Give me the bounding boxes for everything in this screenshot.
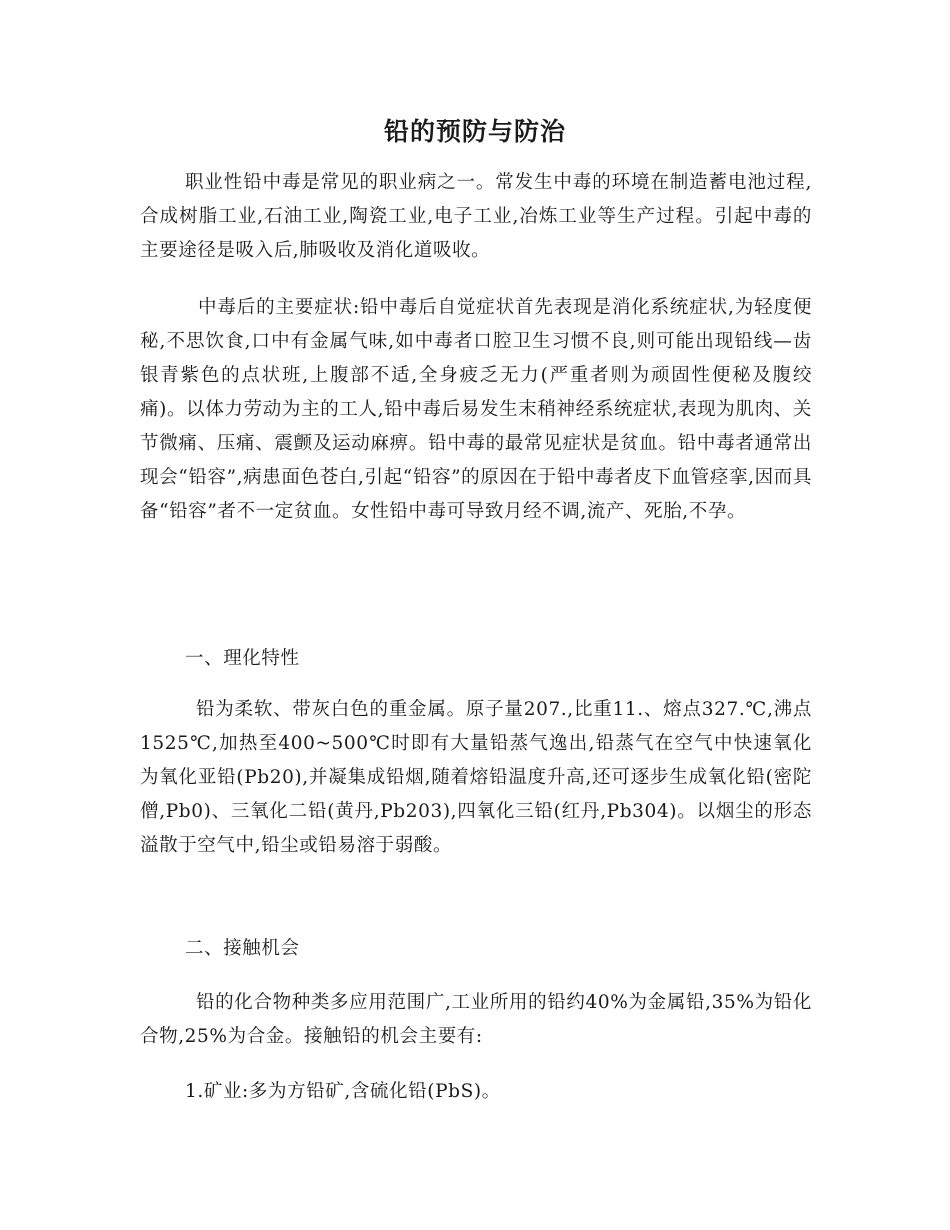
list-item-mining: 1.矿业:多为方铅矿,含硫化铅(PbS)。: [185, 1081, 501, 1102]
paragraph-exposure: 铅的化合物种类多应用范围广,工业所用的铅约40%为金属铅,35%为铅化合物,25%为合金。接触铅的机会主要有:: [140, 992, 812, 1047]
section-heading-properties: 一、理化特性: [185, 648, 300, 669]
section-heading-exposure: 二、接触机会: [185, 938, 300, 959]
document-title: 铅的预防与防治: [383, 117, 566, 146]
paragraph-symptoms: 中毒后的主要症状:铅中毒后自觉症状首先表现是消化系统症状,为轻度便秘,不思饮食,口中有金属气味,如中毒者口腔卫生习惯不良,则可能出现铅线—齿银青紫色的点状班,上腹部不适,全身疲乏无力(严重者则为顽固性便秘及腹绞痛)。以体力劳动为主的工人,铅中毒后易发生末稍神经系统症状,表现为肌肉、关节微痛、压痛、震颤及运动麻痹。铅中毒的最常见症状是贫血。铅中毒者通常出现会“铅容”,病患面色苍白,引起“铅容”的原因在于铅中毒者皮下血管痉挛,因而具备“铅容”者不一定贫血。女性铅中毒可导致月经不调,流产、死胎,不孕。: [140, 297, 812, 522]
paragraph-properties: 铅为柔软、带灰白色的重金属。原子量207.,比重11.、熔点327.℃,沸点1525℃,加热至400~500℃时即有大量铅蒸气逸出,铅蒸气在空气中快速氧化为氧化亚铅(Pb20),并凝集成铅烟,随着熔铅温度升高,还可逐步生成氧化铅(密陀僧,Pb0)、三氧化二铅(黄丹,Pb203),四氧化三铅(红丹,Pb304)。以烟尘的形态溢散于空气中,铅尘或铅易溶于弱酸。: [140, 699, 812, 856]
paragraph-intro: 职业性铅中毒是常见的职业病之一。常发生中毒的环境在制造蓄电池过程,合成树脂工业,石油工业,陶瓷工业,电子工业,冶炼工业等生产过程。引起中毒的主要途径是吸入后,肺吸收及消化道吸收。: [140, 172, 812, 261]
